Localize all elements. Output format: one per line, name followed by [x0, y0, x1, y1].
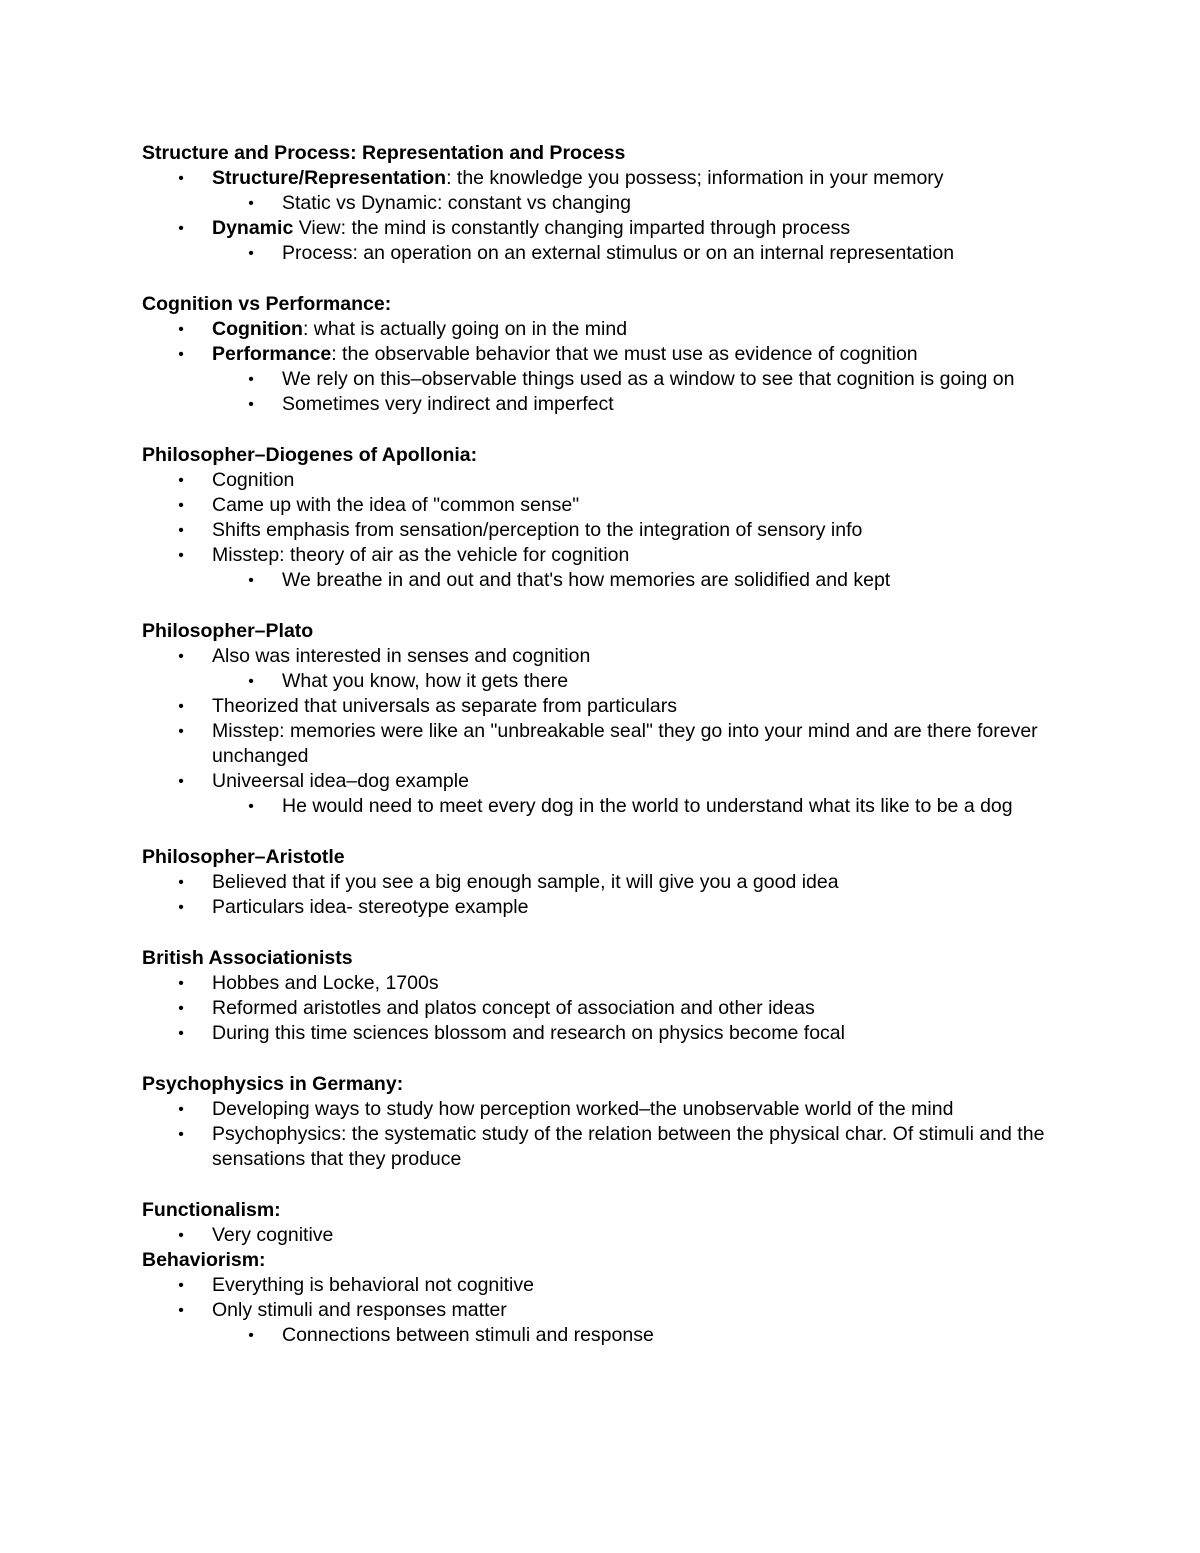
bullet-item	[142, 493, 1072, 518]
item-text: Believed that if you see a big enough sample, it will give you a good idea	[212, 871, 839, 893]
item-text: Sometimes very indirect and imperfect	[282, 393, 614, 415]
bullet-icon: •	[178, 220, 184, 237]
bullet-icon: •	[248, 396, 254, 413]
bullet-item	[142, 870, 1072, 895]
section-heading: Philosopher–Diogenes of Apollonia:	[142, 444, 478, 466]
bullet-icon: •	[178, 547, 184, 564]
section-heading: Functionalism:	[142, 1199, 281, 1221]
item-text: : what is actually going on in the mind	[302, 318, 628, 340]
item-text: Came up with the idea of "common sense"	[212, 494, 580, 516]
sub-bullet-item	[142, 392, 1072, 417]
bullet-item	[142, 468, 1072, 493]
item-text: We rely on this–observable things used as a window to see that cognition is going on	[282, 368, 1015, 390]
bullet-item	[142, 166, 1072, 191]
item-text: Cognition	[212, 469, 295, 491]
item-text: We breathe in and out and that's how memories are solidified and kept	[282, 569, 891, 591]
section-spacer	[142, 920, 1072, 946]
bullet-icon: •	[178, 1000, 184, 1017]
sub-bullet-item	[142, 1323, 1072, 1348]
item-text: Everything is behavioral not cognitive	[212, 1274, 534, 1296]
bullet-icon: •	[178, 975, 184, 992]
item-text: Particulars idea- stereotype example	[212, 896, 529, 918]
bullet-item	[142, 1273, 1072, 1298]
bold-term: Performance	[212, 343, 332, 365]
section-heading: Philosopher–Aristotle	[142, 846, 345, 868]
item-text: Process: an operation on an external stimulus or on an internal representation	[282, 242, 955, 264]
bullet-icon: •	[248, 371, 254, 388]
item-text: Only stimuli and responses matter	[212, 1299, 507, 1321]
bullet-item	[142, 342, 1072, 367]
bullet-icon: •	[178, 522, 184, 539]
bullet-item	[142, 1223, 1072, 1248]
item-text: Shifts emphasis from sensation/perception to the integration of sensory info	[212, 519, 863, 541]
bullet-item	[142, 518, 1072, 543]
bullet-icon: •	[248, 245, 254, 262]
bullet-icon: •	[248, 1327, 254, 1344]
bullet-item	[142, 694, 1072, 719]
bullet-item	[142, 1122, 1072, 1172]
item-text: Hobbes and Locke, 1700s	[212, 972, 439, 994]
bullet-item	[142, 719, 1072, 769]
section-spacer	[142, 266, 1072, 292]
bullet-icon: •	[248, 798, 254, 815]
document-body	[142, 141, 1072, 1348]
bold-term: Cognition	[212, 318, 303, 340]
item-text: During this time sciences blossom and research on physics become focal	[212, 1022, 845, 1044]
item-text: Theorized that universals as separate from particulars	[212, 695, 677, 717]
item-text: View: the mind is constantly changing imparted through process	[293, 217, 851, 239]
bold-term: Dynamic	[212, 217, 294, 239]
bullet-item	[142, 971, 1072, 996]
bullet-icon: •	[248, 572, 254, 589]
sub-bullet-item	[142, 191, 1072, 216]
bullet-icon: •	[178, 1277, 184, 1294]
bullet-icon: •	[178, 472, 184, 489]
bullet-icon: •	[178, 874, 184, 891]
section-heading: Philosopher–Plato	[142, 620, 314, 642]
item-text: Psychophysics: the systematic study of the relation between the physical char. Of stimuli and the sensations that they produce	[212, 1123, 1045, 1170]
bullet-icon: •	[178, 773, 184, 790]
bold-term: Structure/Representation	[212, 167, 447, 189]
section-heading: Behaviorism:	[142, 1249, 266, 1271]
bullet-icon: •	[178, 497, 184, 514]
bullet-icon: •	[178, 723, 184, 740]
item-text: Univeersal idea–dog example	[212, 770, 469, 792]
item-text: Very cognitive	[212, 1224, 334, 1246]
bullet-icon: •	[178, 170, 184, 187]
item-text: : the observable behavior that we must use as evidence of cognition	[331, 343, 918, 365]
bullet-icon: •	[178, 698, 184, 715]
bullet-icon: •	[178, 1227, 184, 1244]
bullet-item	[142, 996, 1072, 1021]
sub-bullet-item	[142, 794, 1072, 819]
bullet-item	[142, 895, 1072, 920]
sub-bullet-item	[142, 241, 1072, 266]
bullet-item	[142, 644, 1072, 669]
item-text: He would need to meet every dog in the world to understand what its like to be a dog	[282, 795, 1013, 817]
bullet-icon: •	[248, 673, 254, 690]
bullet-item	[142, 1021, 1072, 1046]
section-heading: Psychophysics in Germany:	[142, 1073, 404, 1095]
bullet-icon: •	[178, 1101, 184, 1118]
section-heading: Cognition vs Performance:	[142, 293, 392, 315]
item-text: Misstep: theory of air as the vehicle for cognition	[212, 544, 630, 566]
item-text: Developing ways to study how perception worked–the unobservable world of the mind	[212, 1098, 954, 1120]
bullet-icon: •	[178, 899, 184, 916]
section-spacer	[142, 1172, 1072, 1198]
bullet-item	[142, 1298, 1072, 1323]
item-text: Static vs Dynamic: constant vs changing	[282, 192, 631, 214]
bullet-icon: •	[178, 1302, 184, 1319]
item-text: Also was interested in senses and cognition	[212, 645, 591, 667]
bullet-item	[142, 216, 1072, 241]
bullet-icon: •	[248, 195, 254, 212]
bullet-item	[142, 769, 1072, 794]
bullet-item	[142, 317, 1072, 342]
section-spacer	[142, 1046, 1072, 1072]
item-text: Misstep: memories were like an "unbreakable seal" they go into your mind and are there forever unchanged	[212, 720, 1038, 767]
item-text: Reformed aristotles and platos concept of association and other ideas	[212, 997, 815, 1019]
bullet-icon: •	[178, 1126, 184, 1143]
item-text: Connections between stimuli and response	[282, 1324, 654, 1346]
bullet-icon: •	[178, 1025, 184, 1042]
sub-bullet-item	[142, 367, 1072, 392]
section-spacer	[142, 819, 1072, 845]
item-text: : the knowledge you possess; information in your memory	[446, 167, 944, 189]
bullet-icon: •	[178, 321, 184, 338]
bullet-item	[142, 543, 1072, 568]
bullet-item	[142, 1097, 1072, 1122]
sub-bullet-item	[142, 568, 1072, 593]
section-heading: British Associationists	[142, 947, 353, 969]
sub-bullet-item	[142, 669, 1072, 694]
section-spacer	[142, 417, 1072, 443]
item-text: What you know, how it gets there	[282, 670, 569, 692]
bullet-icon: •	[178, 648, 184, 665]
section-spacer	[142, 593, 1072, 619]
bullet-icon: •	[178, 346, 184, 363]
section-heading: Structure and Process: Representation and Process	[142, 142, 626, 164]
